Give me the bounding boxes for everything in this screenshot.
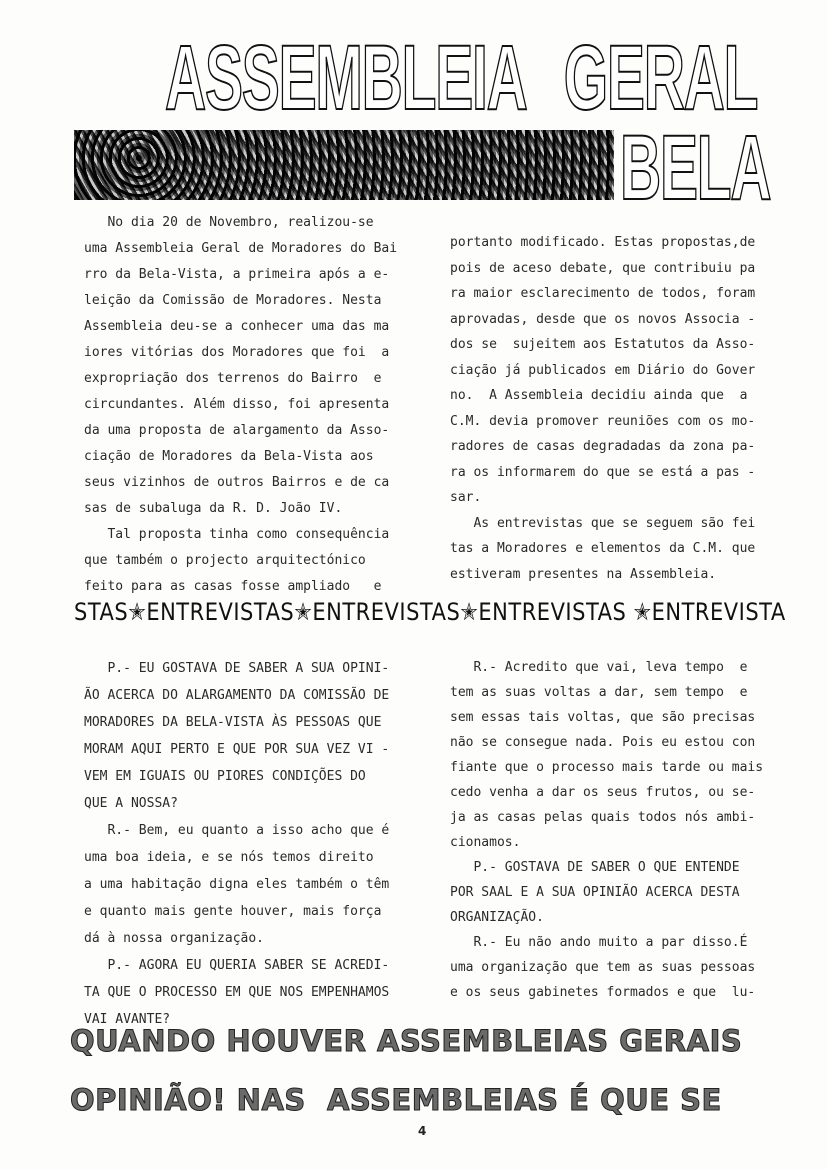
title-word-bela: BELA <box>620 117 771 219</box>
text-line: MORAM AQUI PERTO E QUE POR SUA VEZ VI - <box>84 742 390 757</box>
text-line: R.- Eu não ando muito a par disso.É <box>450 935 748 950</box>
text-line: sas de subaluga da R. D. João IV. <box>84 501 343 516</box>
crowd-photo <box>74 130 614 200</box>
interviews-banner: STAS✭ENTREVISTAS✭ENTREVISTAS✭ENTREVISTAS ✭ENTREVISTA <box>74 598 786 626</box>
text-line: QUE A NOSSA? <box>84 796 178 811</box>
text-line: pois de aceso debate, que contribuiu pa <box>450 260 756 276</box>
text-line: P.- GOSTAVA DE SABER O QUE ENTENDE <box>450 860 740 875</box>
text-line: que também o projecto arquitectónico <box>84 553 366 568</box>
text-line: ORGANIZAÇÃO. <box>450 910 544 925</box>
text-line: a uma habitação digna eles também o têm <box>84 877 390 892</box>
text-line: MORADORES DA BELA-VISTA ÀS PESSOAS QUE <box>84 715 382 730</box>
text-line: Tal proposta tinha como consequência <box>84 527 390 542</box>
text-line: C.M. devia promover reuniões com os mo- <box>450 413 756 429</box>
text-line: feito para as casas fosse ampliado e <box>84 579 382 594</box>
text-line: ciação já publicados em Diário do Gover <box>450 362 756 378</box>
text-line: tas a Moradores e elementos da C.M. que <box>450 541 756 556</box>
interview-right-column <box>450 655 763 1005</box>
text-line: ra os informarem do que se está a pas - <box>450 464 756 480</box>
text-line: Assembleia deu-se a conhecer uma das ma <box>84 319 390 334</box>
text-line: ciação de Moradores da Bela-Vista aos <box>84 449 374 464</box>
text-line: VEM EM IGUAIS OU PIORES CONDIÇÕES DO <box>84 769 366 784</box>
text-line: cionamos. <box>450 835 521 850</box>
text-line: ÃO ACERCA DO ALARGAMENTO DA COMISSÃO DE <box>84 688 390 703</box>
text-line: cedo venha a dar os seus frutos, ou se- <box>450 785 756 800</box>
text-line: tem as suas voltas a dar, sem tempo e <box>450 685 748 700</box>
text-line: P.- AGORA EU QUERIA SABER SE ACREDI- <box>84 958 390 973</box>
headline-2: OPINIÃO! NAS ASSEMBLEIAS É QUE SE <box>70 1083 722 1117</box>
text-line: iores vitórias dos Moradores que foi a <box>84 345 390 360</box>
text-line: leição da Comissão de Moradores. Nesta <box>84 293 382 308</box>
text-line: uma boa ideia, e se nós temos direito <box>84 850 374 865</box>
text-line: POR SAAL E A SUA OPINIÃO ACERCA DESTA <box>450 885 740 900</box>
text-line: radores de casas degradadas da zona pa- <box>450 439 756 454</box>
text-line: portanto modificado. Estas propostas,de <box>450 235 756 250</box>
headline-1: QUANDO HOUVER ASSEMBLEIAS GERAIS <box>70 1024 743 1058</box>
text-line: estiveram presentes na Assembleia. <box>450 566 717 582</box>
title-word-assembleia: ASSEMBLEIA <box>165 27 527 129</box>
text-line: da uma proposta de alargamento da Asso- <box>84 423 390 438</box>
text-line: seus vizinhos de outros Bairros e de ca <box>84 475 390 490</box>
title-line-1 <box>165 27 758 129</box>
text-line: uma Assembleia Geral de Moradores do Bai <box>84 241 398 256</box>
text-line: aprovadas, desde que os novos Associa - <box>450 311 756 327</box>
text-line: R.- Bem, eu quanto a isso acho que é <box>84 823 390 838</box>
text-line: dos se sujeitem aos Estatutos da Asso- <box>450 337 756 352</box>
text-line: P.- EU GOSTAVA DE SABER A SUA OPINI- <box>84 661 390 676</box>
interview-left-column <box>84 655 389 1033</box>
text-line: As entrevistas que se seguem são fei <box>450 515 756 531</box>
page-number: 4 <box>418 1124 427 1138</box>
text-line: uma organização que tem as suas pessoas <box>450 960 756 975</box>
text-line: VAI AVANTE? <box>84 1012 171 1027</box>
text-line: No dia 20 de Novembro, realizou-se <box>84 215 374 230</box>
text-line: ra maior esclarecimento de todos, foram <box>450 286 756 301</box>
text-line: TA QUE O PROCESSO EM QUE NOS EMPENHAMOS <box>84 985 390 1000</box>
text-line: R.- Acredito que vai, leva tempo e <box>450 660 748 675</box>
intro-right-column <box>450 230 755 587</box>
text-line: no. A Assembleia decidiu ainda que a <box>450 388 748 403</box>
text-line: rro da Bela-Vista, a primeira após a e- <box>84 267 390 282</box>
text-line: dá à nossa organização. <box>84 931 265 946</box>
intro-left-column <box>84 210 397 600</box>
text-line: fiante que o processo mais tarde ou mais <box>450 760 764 775</box>
text-line: e quanto mais gente houver, mais força <box>84 904 382 919</box>
text-line: e os seus gabinetes formados e que lu- <box>450 985 756 1000</box>
text-line: sar. <box>450 490 482 505</box>
text-line: não se consegue nada. Pois eu estou con <box>450 735 756 750</box>
text-line: ja as casas pelas quais todos nós ambi- <box>450 810 756 825</box>
title-word-geral: GERAL <box>563 27 758 129</box>
text-line: circundantes. Além disso, foi apresenta <box>84 397 390 412</box>
text-line: expropriação dos terrenos do Bairro e <box>84 371 382 386</box>
text-line: sem essas tais voltas, que são precisas <box>450 710 756 725</box>
